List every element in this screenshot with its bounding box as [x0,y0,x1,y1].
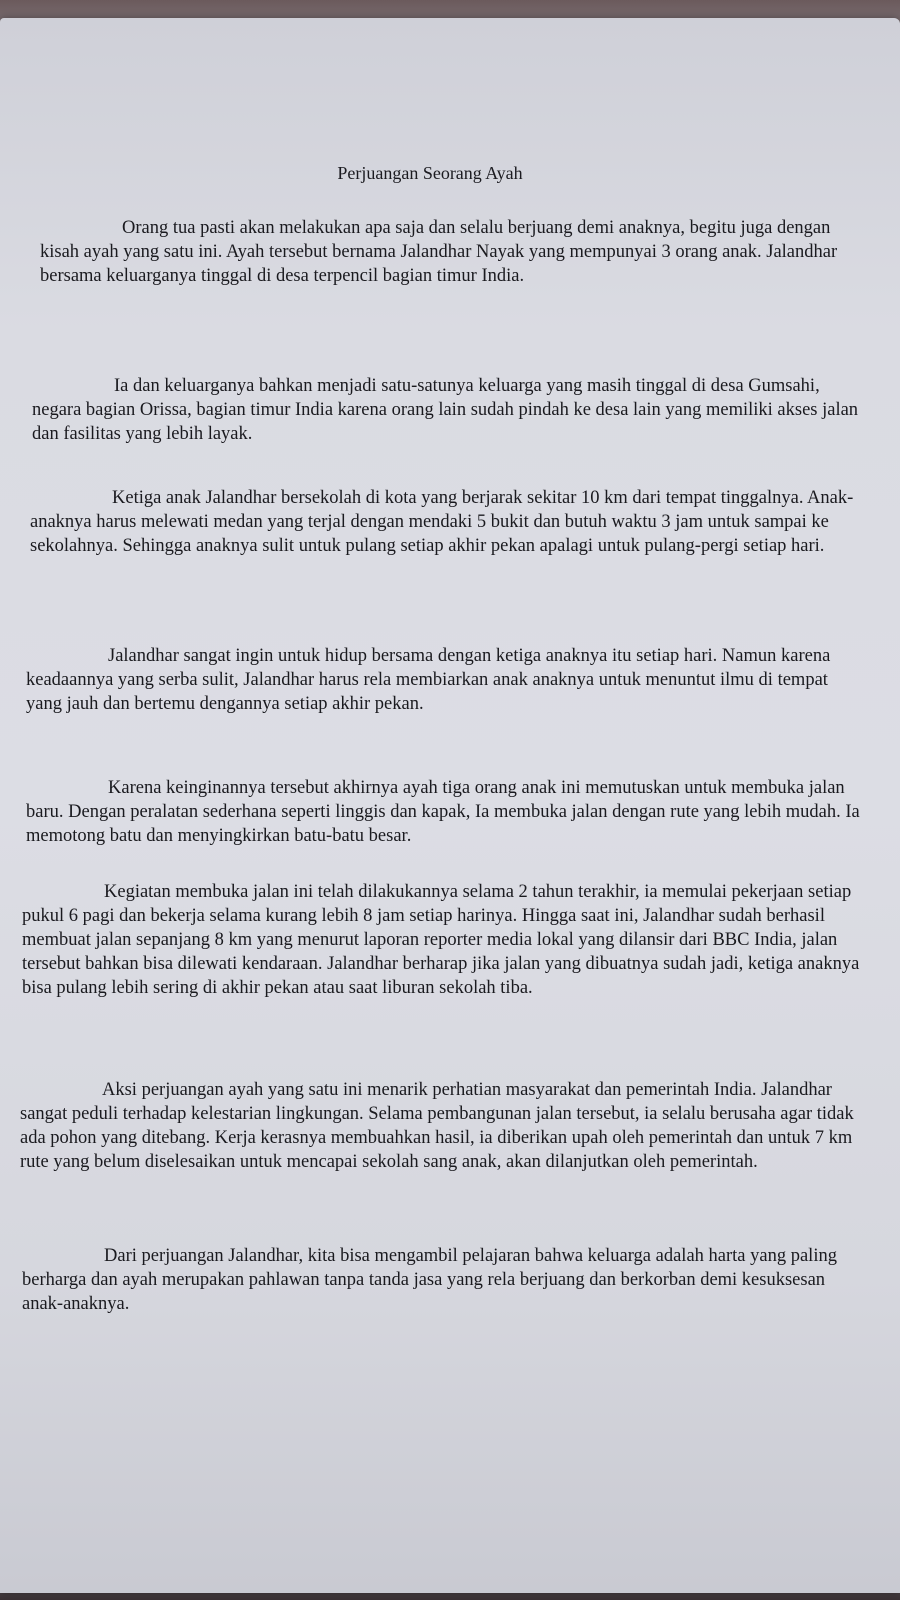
paragraph-8: Dari perjuangan Jalandhar, kita bisa mengambil pelajaran bahwa keluarga adalah harta yang paling berharga dan ayah merupakan pahlawan tanpa tanda jasa yang rela berjuang dan berkorban demi kesuksesan anak-anaknya. [22,1246,837,1314]
document-title: Perjuangan Seorang Ayah [337,163,523,183]
paper-sheet [0,18,900,1593]
paragraph-4: Jalandhar sangat ingin untuk hidup bersama dengan ketiga anaknya itu setiap hari. Namun karena keadaannya yang serba sulit, Jalandhar harus rela membiarkan anak anaknya untuk menuntut ilmu di tempat yang jauh dan bertemu dengannya setiap akhir pekan. [26,646,831,714]
paragraph-3: Ketiga anak Jalandhar bersekolah di kota yang berjarak sekitar 10 km dari tempat tinggalnya. Anak-anaknya harus melewati medan yang terjal dengan mendaki 5 bukit dan butuh waktu 3 jam untuk sampai ke sekolahnya. Sehingga anaknya sulit untuk pulang setiap akhir pekan apalagi untuk pulang-pergi setiap hari. [30,488,854,556]
paragraph-5: Karena keinginannya tersebut akhirnya ayah tiga orang anak ini memutuskan untuk membuka jalan baru. Dengan peralatan sederhana seperti linggis dan kapak, Ia membuka jalan dengan rute yang lebih mudah. Ia memotong batu dan menyingkirkan batu-batu besar. [26,778,860,846]
paragraph-2: Ia dan keluarganya bahkan menjadi satu-satunya keluarga yang masih tinggal di desa Gumsahi, negara bagian Orissa, bagian timur India karena orang lain sudah pindah ke desa lain yang memiliki akses jalan dan fasilitas yang lebih layak. [32,376,859,444]
paragraph-6: Kegiatan membuka jalan ini telah dilakukannya selama 2 tahun terakhir, ia memulai pekerjaan setiap pukul 6 pagi dan bekerja selama kurang lebih 8 jam setiap harinya. Hingga saat ini, Jalandhar sudah berhasil membuat jalan sepanjang 8 km yang menurut laporan reporter media lokal yang dilansir dari BBC India, jalan tersebut bahkan bisa dilewati kendaraan. Jalandhar berharap jika jalan yang dibuatnya sudah jadi, ketiga anaknya bisa pulang lebih sering di akhir pekan atau saat liburan sekolah tiba. [22,882,860,998]
paragraph-1: Orang tua pasti akan melakukan apa saja dan selalu berjuang demi anaknya, begitu juga dengan kisah ayah yang satu ini. Ayah tersebut bernama Jalandhar Nayak yang mempunyai 3 orang anak. Jalandhar bersama keluarganya tinggal di desa terpencil bagian timur India. [40,218,838,286]
paragraph-7: Aksi perjuangan ayah yang satu ini menarik perhatian masyarakat dan pemerintah India. Jalandhar sangat peduli terhadap kelestarian lingkungan. Selama pembangunan jalan tersebut, ia selalu berusaha agar tidak ada pohon yang ditebang. Kerja kerasnya membuahkan hasil, ia diberikan upah oleh pemerintah dan untuk 7 km rute yang belum diselesaikan untuk mencapai sekolah sang anak, akan dilanjutkan oleh pemerintah. [20,1080,854,1172]
